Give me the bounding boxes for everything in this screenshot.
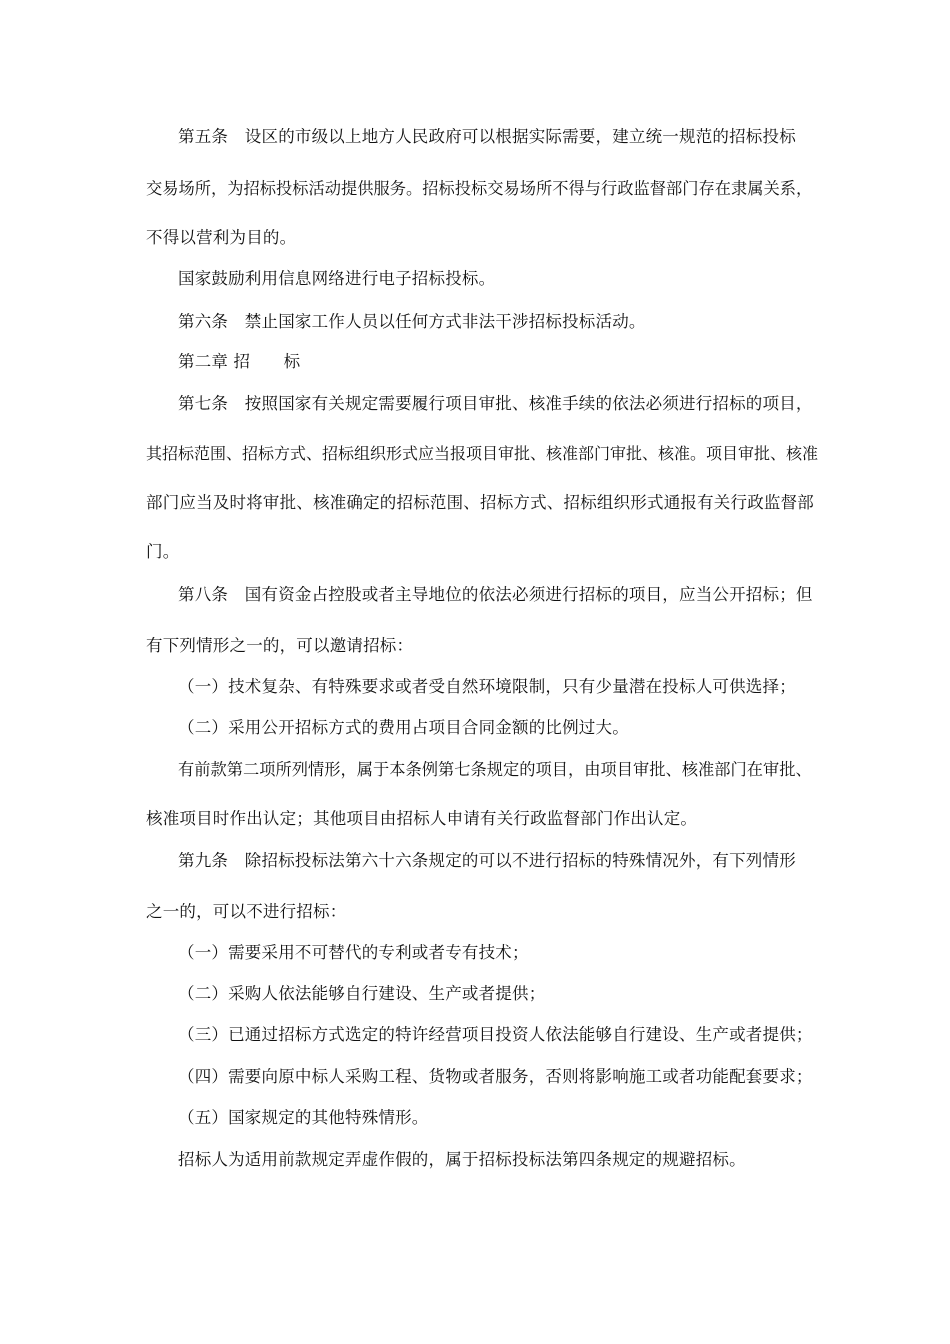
article-8-line-2: 有下列情形之一的，可以邀请招标： (146, 636, 414, 655)
article-9-item-3: （三）已通过招标方式选定的特许经营项目投资人依法能够自行建设、生产或者提供； (178, 1025, 813, 1044)
article-9-line-2: 之一的，可以不进行招标： (146, 902, 347, 921)
article-5-line-1: 第五条 设区的市级以上地方人民政府可以根据实际需要，建立统一规范的招标投标 (178, 127, 796, 146)
article-5-line-3: 不得以营利为目的。 (146, 228, 297, 247)
article-9-item-1: （一）需要采用不可替代的专利或者专有技术； (178, 943, 529, 962)
article-8-paragraph-3-line-2: 核准项目时作出认定；其他项目由招标人申请有关行政监督部门作出认定。 (146, 809, 698, 828)
article-9-line-1: 第九条 除招标投标法第六十六条规定的可以不进行招标的特殊情况外，有下列情形 (178, 851, 796, 870)
article-9-item-4: （四）需要向原中标人采购工程、货物或者服务，否则将影响施工或者功能配套要求； (178, 1067, 813, 1086)
article-7-line-1: 第七条 按照国家有关规定需要履行项目审批、核准手续的依法必须进行招标的项目， (178, 394, 813, 413)
article-8-line-1: 第八条 国有资金占控股或者主导地位的依法必须进行招标的项目，应当公开招标；但 (178, 585, 813, 604)
article-7-line-2: 其招标范围、招标方式、招标组织形式应当报项目审批、核准部门审批、核准。项目审批、核准 (146, 444, 819, 463)
article-7-line-3: 部门应当及时将审批、核准确定的招标范围、招标方式、招标组织形式通报有关行政监督部 (146, 493, 814, 512)
article-5-line-2: 交易场所，为招标投标活动提供服务。招标投标交易场所不得与行政监督部门存在隶属关系， (146, 179, 813, 198)
article-7-line-4: 门。 (146, 542, 180, 561)
article-9-item-5: （五）国家规定的其他特殊情形。 (178, 1108, 429, 1127)
article-8-paragraph-3-line-1: 有前款第二项所列情形，属于本条例第七条规定的项目，由项目审批、核准部门在审批、 (178, 760, 812, 779)
article-8-item-2: （二）采用公开招标方式的费用占项目合同金额的比例过大。 (178, 718, 629, 737)
article-6: 第六条 禁止国家工作人员以任何方式非法干涉招标投标活动。 (178, 312, 646, 331)
chapter-2-heading: 第二章 招 标 (178, 352, 301, 371)
article-9-paragraph-2: 招标人为适用前款规定弄虚作假的，属于招标投标法第四条规定的规避招标。 (178, 1150, 746, 1169)
article-5-paragraph-2: 国家鼓励利用信息网络进行电子招标投标。 (178, 269, 496, 288)
article-9-item-2: （二）采购人依法能够自行建设、生产或者提供； (178, 984, 546, 1003)
article-8-item-1: （一）技术复杂、有特殊要求或者受自然环境限制，只有少量潜在投标人可供选择； (178, 677, 796, 696)
